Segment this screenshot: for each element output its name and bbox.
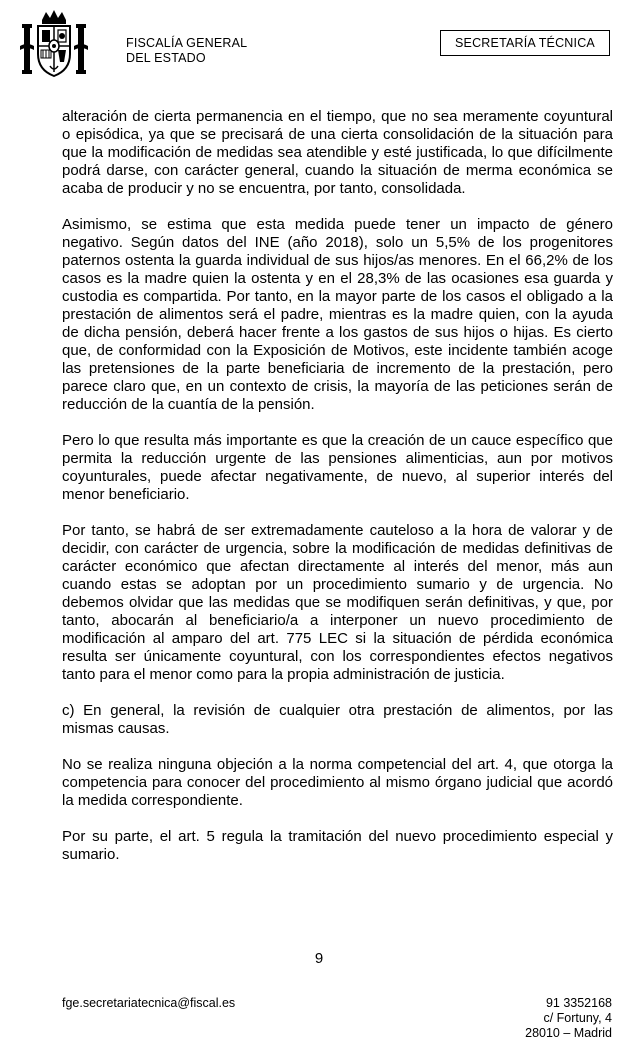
organization-line-1: FISCALÍA GENERAL: [126, 36, 248, 50]
organization-line-2: DEL ESTADO: [126, 51, 206, 65]
coat-of-arms-icon: [16, 6, 92, 82]
footer-email: fge.secretariatecnica@fiscal.es: [62, 996, 236, 1010]
department-label: SECRETARÍA TÉCNICA: [440, 30, 610, 56]
paragraph: alteración de cierta permanencia en el tiempo, que no sea meramente coyuntural o episódica, ya que se precisará de una cierta consolidación de la situación para que la modificación de medidas sea atendible y esté justificada, lo que difícilmente podrá darse, con carácter general, cuando la situación de merma económica se acaba de producir y no se encuentra, por tanto, consolidada.: [62, 108, 613, 197]
paragraph: No se realiza ninguna objeción a la norma competencial del art. 4, que otorga la competencia para conocer del procedimiento al mismo órgano judicial que acordó la medida correspondiente.: [62, 756, 613, 809]
paragraph: Por su parte, el art. 5 regula la tramitación del nuevo procedimiento especial y sumario.: [62, 828, 613, 863]
footer-street: c/ Fortuny, 4: [543, 1011, 612, 1025]
organization-name: [126, 36, 247, 66]
paragraph: Asimismo, se estima que esta medida puede tener un impacto de género negativo. Según datos del INE (año 2018), solo un 5,5% de los progenitores paternos ostenta la guarda individual de sus hijos/as menores. En el 66,2% de los casos es la madre quien la ostenta y en el 28,3% de las ocasiones esa guarda y custodia es compartida. Por tanto, en la mayor parte de los casos el obligado a la prestación de alimentos será el padre, mientras es la madre quien, con la ayuda de dicha pensión, deberá hacer frente a los gastos de sus hijos o hijas. Es cierto que, de conformidad con la Exposición de Motivos, este incidente también acoge las pretensiones de la parte beneficiaria de incremento de la prestación, pero parece claro que, en un contexto de crisis, la mayoría de las peticiones serán de reducción de la cuantía de la pensión.: [62, 216, 613, 413]
footer-phone: 91 3352168: [545, 996, 612, 1010]
paragraph: c) En general, la revisión de cualquier otra prestación de alimentos, por las mismas causas.: [62, 702, 613, 737]
paragraph: Por tanto, se habrá de ser extremadamente cauteloso a la hora de valorar y de decidir, con carácter de urgencia, sobre la modificación de medidas definitivas de carácter económico que afectan directamente al interés del menor, más aun cuando estas se adoptan por un procedimiento sumario y de urgencia. No debemos olvidar que las medidas que se modifiquen serán definitivas, y que, por tanto, abocarán al beneficiario/a a interponer un nuevo procedimiento de modificación al amparo del art. 775 LEC si la situación de pérdida económica resulta ser únicamente coyuntural, con los correspondientes efectos negativos tanto para el menor como para la propia administración de justicia.: [62, 522, 613, 683]
paragraph: Pero lo que resulta más importante es que la creación de un cauce específico que permita la reducción urgente de las pensiones alimenticias, aun por motivos coyunturales, puede afectar negativamente, de nuevo, al superior interés del menor beneficiario.: [62, 432, 613, 503]
footer-contact: [525, 996, 612, 1041]
document-body: [62, 108, 613, 882]
footer-city: 28010 – Madrid: [525, 1026, 612, 1040]
page-number: 9: [314, 950, 324, 967]
